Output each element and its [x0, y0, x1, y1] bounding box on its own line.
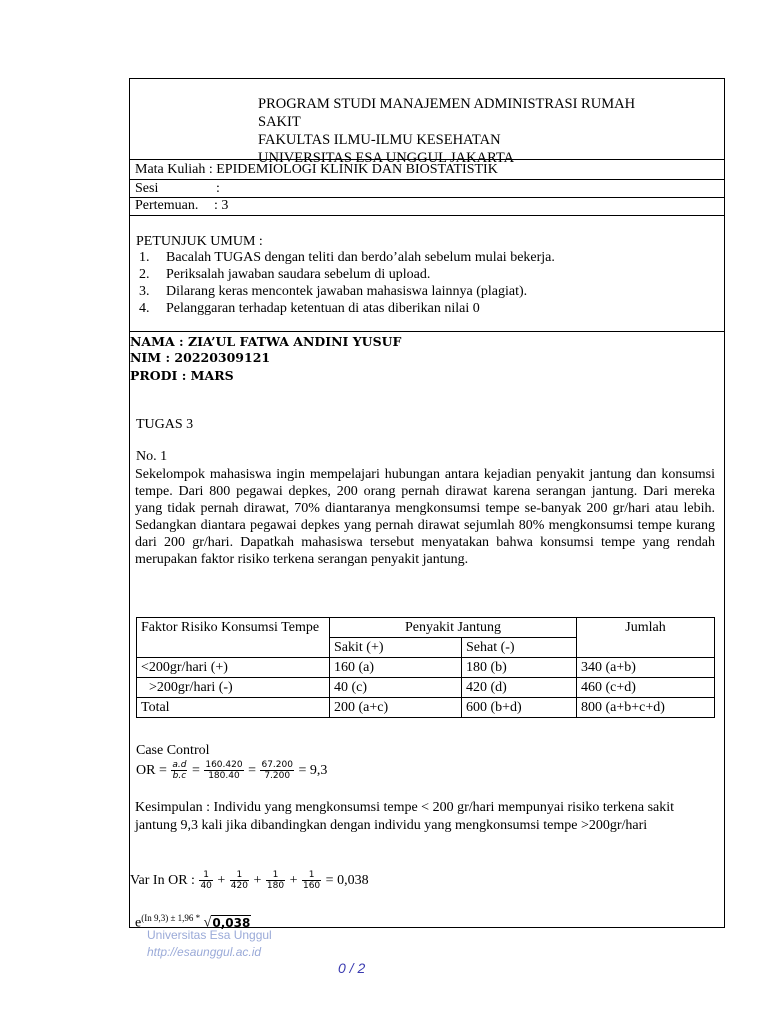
student-nim: NIM : 20220309121 [130, 350, 271, 365]
header-disease: Penyakit Jantung [330, 618, 577, 638]
row-total: 800 (a+b+c+d) [577, 698, 715, 718]
row-total: 340 (a+b) [577, 658, 715, 678]
var-prefix: Var In OR : [130, 873, 195, 888]
question-number: No. 1 [136, 449, 168, 464]
row-total: 460 (c+d) [577, 678, 715, 698]
petunjuk-no-1: 1. [139, 250, 150, 265]
table-row [137, 678, 715, 698]
e-exponent: (In 9,3) ± 1,96 * [141, 913, 201, 923]
e-base: e [135, 915, 142, 931]
var-formula: Var In OR : $\frac{1}{40}$ + $\frac{1}{420}$ + $\frac{1}{180}$ + $\frac{1}{160}$ = 0,038 [130, 870, 369, 892]
fraction-1-180: $\frac{1}{180}$ [266, 870, 285, 892]
fraction-products: $\frac{67.200}{7.200}$ [261, 760, 293, 782]
petunjuk-no-2: 2. [139, 267, 150, 282]
fraction-1-40: $\frac{1}{40}$ [200, 870, 212, 892]
petunjuk-no-4: 4. [139, 301, 150, 316]
case-control-label: Case Control [136, 743, 210, 758]
table-row [137, 658, 715, 678]
kesimpulan-text: Kesimpulan : Individu yang mengkonsumsi tempe < 200 gr/hari mempunyai risiko terkena sakit jantung 9,3 kali jika dibandingkan dengan individu yang mengkonsumsi tempe >200gr/hari [135, 800, 675, 833]
divider [130, 215, 724, 216]
pertemuan-label: Pertemuan. [135, 198, 199, 213]
mata-kuliah: Mata Kuliah : EPIDEMIOLOGI KLINIK DAN BIOSTATISTIK [135, 162, 498, 177]
fraction-1-160: $\frac{1}{160}$ [302, 870, 321, 892]
row-sick: 40 (c) [330, 678, 462, 698]
row-healthy: 600 (b+d) [462, 698, 577, 718]
sqrt-icon: √ [203, 915, 212, 931]
row-healthy: 180 (b) [462, 658, 577, 678]
document-page [129, 78, 725, 931]
header-total: Jumlah [577, 618, 715, 658]
petunjuk-no-3: 3. [139, 284, 150, 299]
header-line-3: FAKULTAS ILMU-ILMU KESEHATAN [258, 132, 501, 148]
pertemuan-value: : 3 [214, 198, 229, 213]
fraction-ad-bc: $\frac{a.d}{b.c}$ [172, 760, 187, 782]
footer-university: Universitas Esa Unggul [147, 928, 272, 942]
header-sick: Sakit (+) [330, 638, 462, 658]
student-prodi: PRODI : MARS [130, 368, 234, 383]
or-formula: OR = $\frac{a.d}{b.c}$ = $\frac{160.420}{180.40}$ = $\frac{67.200}{7.200}$ = 9,3 [136, 760, 328, 782]
document-header [258, 95, 635, 167]
petunjuk-item-1: Bacalah TUGAS dengan teliti dan berdo’alah sebelum mulai bekerja. [166, 250, 555, 265]
risk-table [136, 617, 715, 718]
tugas-title: TUGAS 3 [136, 417, 194, 432]
fraction-1-420: $\frac{1}{420}$ [230, 870, 248, 892]
petunjuk-item-3: Dilarang keras mencontek jawaban mahasiswa lainnya (plagiat). [166, 284, 528, 299]
header-line-2: SAKIT [258, 114, 301, 130]
row-sick: 160 (a) [330, 658, 462, 678]
header-line-4: UNIVERSITAS ESA UNGGUL JAKARTA [258, 150, 515, 166]
row-sick: 200 (a+c) [330, 698, 462, 718]
or-prefix: OR = [136, 763, 167, 778]
row-label: >200gr/hari (-) [137, 678, 330, 698]
question-text: Sekelompok mahasiswa ingin mempelajari hubungan antara kejadian penyakit jantung dan konsumsi tempe. Dari 800 pegawai depkes, 200 orang pernah dirawat karena serangan jantung. Dari mereka yang tidak pernah dirawat, 70% diantaranya mengkonsumsi tempe se-banyak 200 gr/hari atau lebih. Sedangkan diantara pegawai depkes yang pernah dirawat sejumlah 80% mengkonsumsi tempe kurang dari 200 gr/hari. Dapatkah mahasiswa tersebut menyatakan bahwa konsumsi tempe yang rendah merupakan faktor risiko terkena serangan penyakit jantung. [135, 467, 715, 567]
page-counter: 0 / 2 [338, 960, 366, 976]
sesi-value: : [216, 181, 220, 196]
or-result: = 9,3 [298, 763, 328, 778]
sesi-label: Sesi [135, 181, 159, 196]
student-name: NAMA : ZIA’UL FATWA ANDINI YUSUF [130, 334, 402, 349]
petunjuk-item-4: Pelanggaran terhadap ketentuan di atas diberikan nilai 0 [166, 301, 480, 316]
table-row [137, 698, 715, 718]
footer-url[interactable]: http://esaunggul.ac.id [147, 945, 262, 959]
row-label: <200gr/hari (+) [137, 658, 330, 678]
divider [130, 159, 724, 160]
divider [130, 331, 724, 332]
petunjuk-title: PETUNJUK UMUM : [136, 234, 263, 249]
header-line-1: PROGRAM STUDI MANAJEMEN ADMINISTRASI RUMAH [258, 96, 636, 112]
petunjuk-item-2: Periksalah jawaban saudara sebelum di upload. [166, 267, 431, 282]
header-healthy: Sehat (-) [462, 638, 577, 658]
fraction-values: $\frac{160.420}{180.40}$ [205, 760, 243, 782]
row-healthy: 420 (d) [462, 678, 577, 698]
header-factor: Faktor Risiko Konsumsi Tempe [137, 618, 330, 658]
var-result: = 0,038 [325, 873, 369, 888]
sqrt-value: 0,038 [212, 915, 251, 930]
row-label: Total [137, 698, 330, 718]
